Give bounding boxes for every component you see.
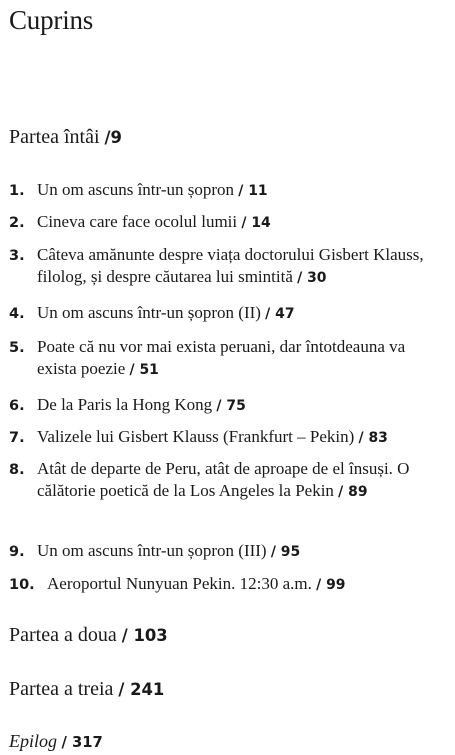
chapter-page-number: 47 <box>275 306 295 322</box>
chapter-number: 5. <box>9 340 25 356</box>
epilog-page-number: 317 <box>72 734 103 751</box>
page-separator: / <box>338 484 344 500</box>
chapter-page-number: 75 <box>226 398 246 414</box>
page-separator: / <box>216 398 222 414</box>
chapter-page-number: 14 <box>251 215 271 231</box>
chapter-number: 7. <box>9 430 25 446</box>
chapter-page-number: 89 <box>348 484 368 500</box>
chapter-number: 2. <box>9 215 25 231</box>
chapter-page-number: 95 <box>280 544 301 560</box>
chapter-number: 6. <box>9 398 25 414</box>
part-two-heading <box>9 623 168 648</box>
part-label: Partea întâi <box>9 126 100 148</box>
chapter-entry <box>9 336 449 381</box>
chapter-title: Valizele lui Gisbert Klauss (Frankfurt – Pekin) <box>37 427 355 446</box>
chapter-entry <box>9 394 449 417</box>
part-one-heading <box>9 125 122 150</box>
chapter-entry <box>9 302 449 325</box>
chapter-page-number: 83 <box>368 430 388 446</box>
part-page-number: 241 <box>130 680 165 699</box>
page-separator: / <box>121 626 128 645</box>
chapter-entry <box>9 458 449 503</box>
chapter-page-number: 99 <box>326 577 346 593</box>
chapter-title: Aeroportul Nunyuan Pekin. 12:30 a.m. <box>47 574 312 593</box>
chapter-number: 9. <box>9 544 25 560</box>
chapter-entry <box>9 540 449 563</box>
chapter-page-number: 51 <box>139 362 159 378</box>
chapter-entry <box>9 244 449 289</box>
page-separator: / <box>270 544 276 560</box>
part-page-number: 103 <box>133 626 168 645</box>
chapter-title: Un om ascuns într-un șopron (II) <box>37 303 261 322</box>
chapter-title: Cineva care face ocolul lumii <box>37 212 238 231</box>
chapter-number: 10. <box>9 577 35 593</box>
chapter-title: Poate că nu vor mai exista peruani, dar întotdeauna va exista poezie <box>37 337 406 378</box>
page-separator: / <box>265 306 271 322</box>
chapter-entry <box>9 211 449 234</box>
page-separator: / <box>129 362 135 378</box>
part-three-heading <box>9 677 164 702</box>
page-separator: / <box>241 215 247 231</box>
page-separator: / <box>297 270 303 286</box>
chapter-number: 1. <box>9 183 25 199</box>
chapter-title: Un om ascuns într-un șopron <box>37 180 235 199</box>
chapter-title: De la Paris la Hong Kong <box>37 395 213 414</box>
chapter-entry <box>9 179 449 202</box>
page-separator: / <box>118 680 125 699</box>
page-separator: / <box>61 734 67 751</box>
chapter-entry <box>9 573 449 596</box>
page-separator: / <box>104 128 111 147</box>
page-separator: / <box>358 430 364 446</box>
chapter-title: Atât de departe de Peru, atât de aproape de el însuși. O călătorie poetică de la Los Angeles la Pekin <box>37 459 410 500</box>
part-page-number: 9 <box>110 128 122 147</box>
chapter-title: Câteva amănunte despre viața doctorului Gisbert Klauss, filolog, și despre căutarea lui smintită <box>37 245 424 286</box>
epilog-heading <box>9 729 103 755</box>
chapter-entry <box>9 426 449 449</box>
chapter-number: 8. <box>9 462 25 478</box>
epilog-label: Epilog <box>9 731 57 751</box>
chapter-title: Un om ascuns într-un șopron (III) <box>37 541 267 560</box>
page-separator: / <box>316 577 322 593</box>
part-label: Partea a doua <box>9 624 117 646</box>
chapter-page-number: 11 <box>248 183 268 199</box>
page-title: Cuprins <box>9 5 94 35</box>
page-separator: / <box>238 183 244 199</box>
chapter-number: 3. <box>9 248 25 264</box>
part-label: Partea a treia <box>9 678 114 700</box>
chapter-number: 4. <box>9 306 25 322</box>
chapter-page-number: 30 <box>307 270 327 286</box>
